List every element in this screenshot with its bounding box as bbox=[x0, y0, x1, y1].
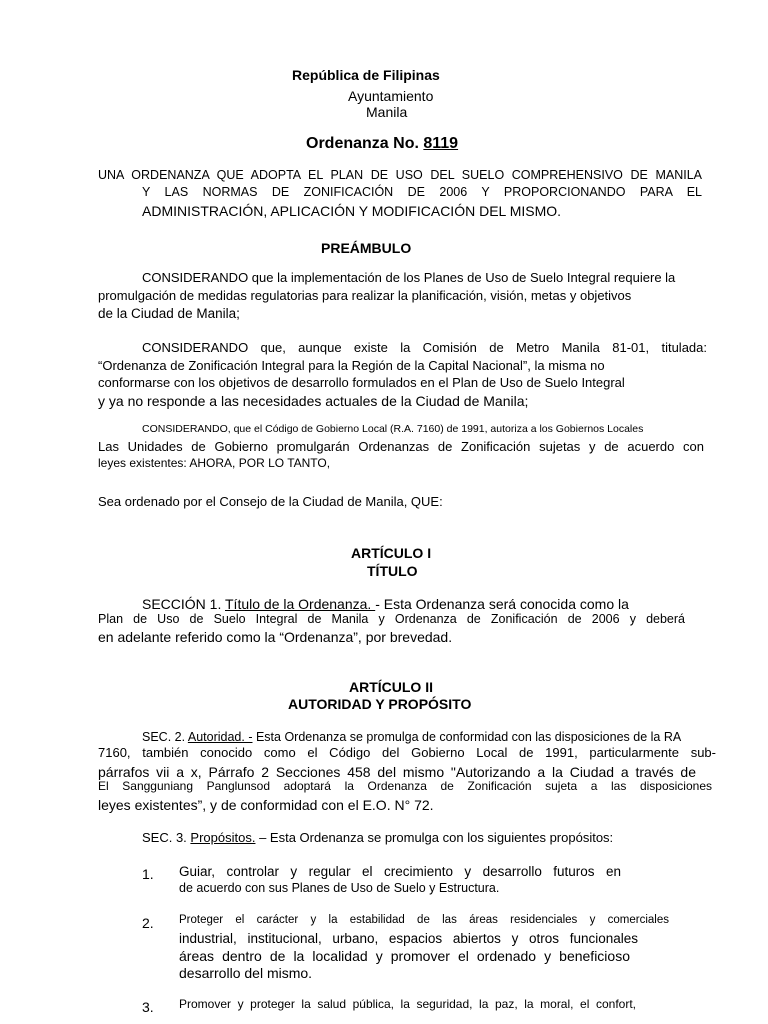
preamble-p3-line-3: leyes existentes: AHORA, POR LO TANTO, bbox=[98, 456, 331, 470]
article-2-number: ARTÍCULO II bbox=[349, 679, 433, 695]
enactment-clause: Sea ordenado por el Consejo de la Ciudad de Manila, QUE: bbox=[98, 494, 443, 509]
purpose-item-3-number: 3. bbox=[142, 999, 154, 1015]
purpose-item-1-line-1: Guiar, controlar y regular el crecimiento y desarrollo futuros en bbox=[179, 864, 621, 879]
preamble-p1-line-2: promulgación de medidas regulatorias para realizar la planificación, visión, metas y objetivos bbox=[98, 288, 632, 303]
article-1-name: TÍTULO bbox=[367, 563, 418, 579]
purpose-item-2-line-2: industrial, institucional, urbano, espacios abiertos y otros funcionales bbox=[179, 931, 638, 946]
ordinance-number-heading: Ordenanza No. 8119 bbox=[306, 135, 459, 152]
preamble-p2-line-3: conformarse con los objetivos de desarrollo formulados en el Plan de Uso de Suelo Integral bbox=[98, 375, 625, 390]
section-1-title: Título de la Ordenanza. bbox=[225, 596, 376, 612]
section-3-title: Propósitos. bbox=[190, 830, 256, 845]
title-line-1: UNA ORDENANZA QUE ADOPTA EL PLAN DE USO DEL SUELO COMPREHENSIVO DE MANILA bbox=[98, 168, 702, 182]
ordinance-number: 8119 bbox=[423, 135, 459, 152]
purpose-item-2-line-3: áreas dentro de la localidad y promover el ordenado y beneficioso bbox=[179, 948, 630, 964]
purpose-item-2-line-4: desarrollo del mismo. bbox=[179, 965, 313, 981]
preamble-p3-line-2: Las Unidades de Gobierno promulgarán Ordenanzas de Zonificación sujetas y de acuerdo con bbox=[98, 439, 704, 454]
section-1-intro: SECCIÓN 1. Título de la Ordenanza. - Esta Ordenanza será conocida como la bbox=[142, 596, 629, 612]
section-2-line-2: 7160, también conocido como el Código del Gobierno Local de 1991, particularmente sub- bbox=[98, 745, 716, 760]
purpose-item-3-line-1: Promover y proteger la salud pública, la seguridad, la paz, la moral, el confort, bbox=[179, 997, 636, 1011]
preamble-p2-line-2: “Ordenanza de Zonificación Integral para la Región de la Capital Nacional”, la misma no bbox=[98, 358, 605, 373]
country-heading: República de Filipinas bbox=[292, 67, 440, 83]
section-3-intro: SEC. 3. Propósitos. – Esta Ordenanza se promulga con los siguientes propósitos: bbox=[142, 830, 614, 845]
section-2-line-4: El Sangguniang Panglunsod adoptará la Ordenanza de Zonificación sujeta a las disposiciones bbox=[98, 779, 712, 793]
article-2-name: AUTORIDAD Y PROPÓSITO bbox=[288, 696, 472, 712]
city-heading: Manila bbox=[366, 104, 408, 120]
section-2-intro: SEC. 2. Autoridad. - Esta Ordenanza se promulga de conformidad con las disposiciones de la RA bbox=[142, 730, 682, 744]
section-1-line-3: en adelante referido como la “Ordenanza”, por brevedad. bbox=[98, 629, 453, 645]
preamble-p1-line-1: CONSIDERANDO que la implementación de los Planes de Uso de Suelo Integral requiere la bbox=[142, 270, 676, 285]
title-line-2: Y LAS NORMAS DE ZONIFICACIÓN DE 2006 Y PROPORCIONANDO PARA EL bbox=[142, 185, 702, 199]
section-2-line-5: leyes existentes”, y de conformidad con el E.O. N° 72. bbox=[98, 797, 434, 813]
section-1-line-2: Plan de Uso de Suelo Integral de Manila y Ordenanza de Zonificación de 2006 y deberá bbox=[98, 612, 685, 626]
preamble-heading: PREÁMBULO bbox=[321, 240, 412, 256]
purpose-item-1-line-2: de acuerdo con sus Planes de Uso de Suelo y Estructura. bbox=[179, 881, 500, 895]
council-heading: Ayuntamiento bbox=[348, 88, 434, 104]
preamble-p2-line-4: y ya no responde a las necesidades actuales de la Ciudad de Manila; bbox=[98, 393, 529, 409]
purpose-item-2-line-1: Proteger el carácter y la estabilidad de las áreas residenciales y comerciales bbox=[179, 914, 669, 926]
section-2-title: Autoridad. - bbox=[187, 730, 253, 744]
section-2-line-3: párrafos vii a x, Párrafo 2 Secciones 458 del mismo "Autorizando a la Ciudad a través de bbox=[98, 764, 696, 780]
preamble-p2-line-1: CONSIDERANDO que, aunque existe la Comisión de Metro Manila 81-01, titulada: bbox=[142, 340, 707, 355]
preamble-p3-line-1: CONSIDERANDO, que el Código de Gobierno Local (R.A. 7160) de 1991, autoriza a los Gobiernos Locales bbox=[142, 423, 644, 435]
title-line-3: ADMINISTRACIÓN, APLICACIÓN Y MODIFICACIÓN DEL MISMO. bbox=[142, 203, 562, 219]
preamble-p1-line-3: de la Ciudad de Manila; bbox=[98, 306, 240, 321]
purpose-item-1-number: 1. bbox=[142, 866, 154, 882]
article-1-number: ARTÍCULO I bbox=[351, 545, 432, 561]
purpose-item-2-number: 2. bbox=[142, 915, 154, 931]
